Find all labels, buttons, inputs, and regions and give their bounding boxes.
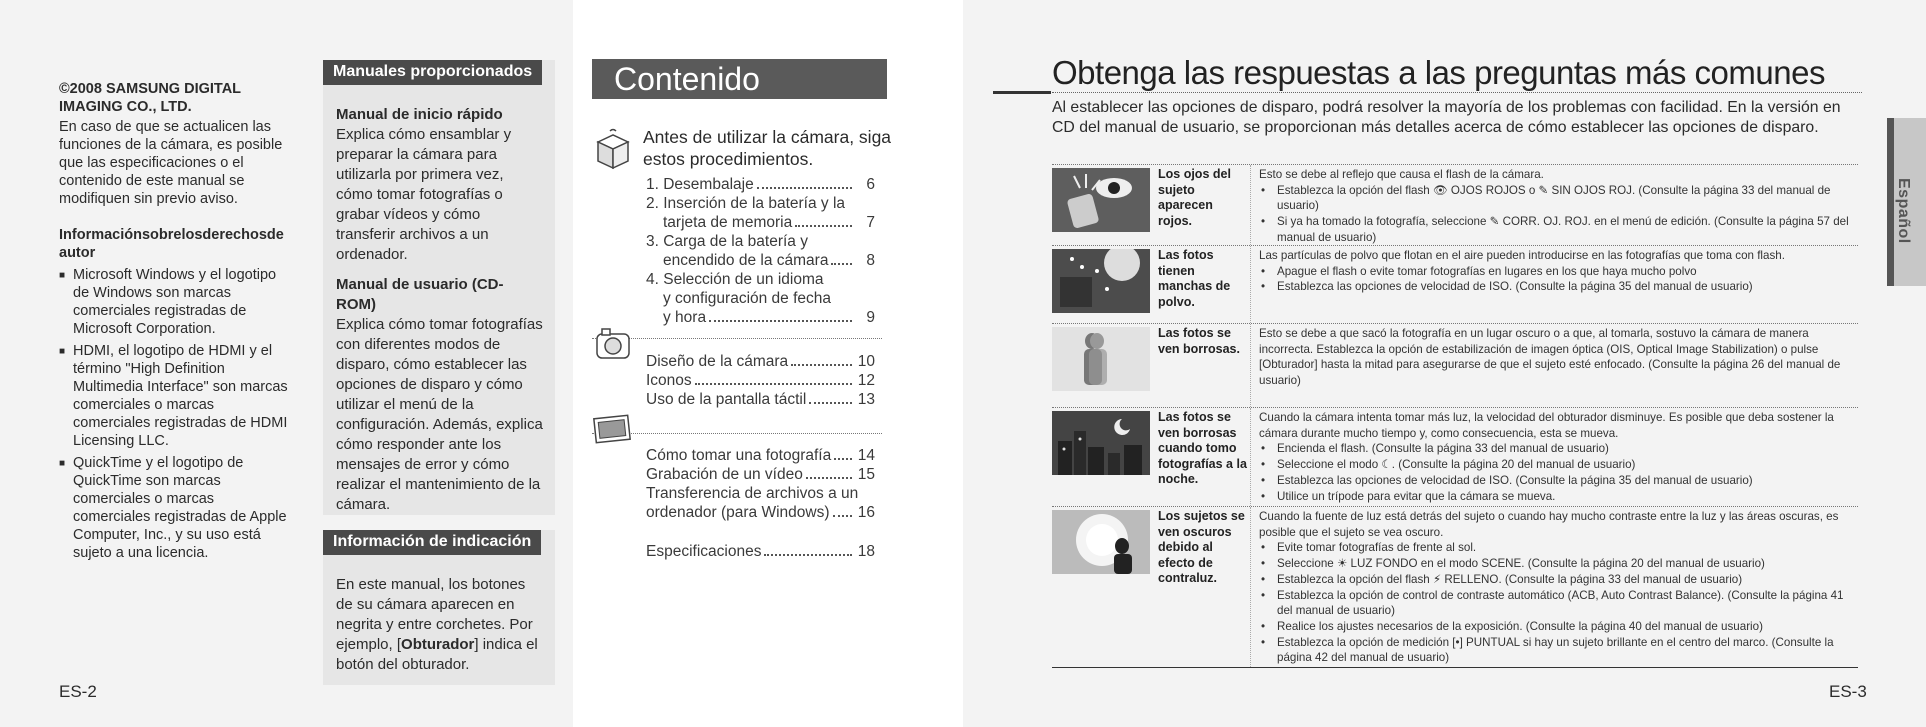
trademark-heading: Informaciónsobrelosderechosde autor [59, 227, 284, 261]
faq-answer: Esto se debe al reflejo que causa el flash de la cámara. • Establezca la opción del flash 👁 OJOS ROJOS o ✎ SIN OJOS ROJ. (Consulte la página 33 del manual de usuario) • Si ya ha tomado la fotografía, seleccione ✎ CORR. OJ. ROJ. en el menú de edición. (Consulte la página 57 del manual de usuario) [1251, 165, 1858, 245]
toc-group-specs [646, 542, 875, 561]
toc-group-setup: 1. Desembalaje 6 2. Inserción de la batería y la tarjeta de memoria 7 3. Carga de la batería y encendido de la cámara 8 4. Selección de un idioma y configuración de fecha y hora 9 [646, 176, 875, 326]
faq-table [1052, 164, 1858, 668]
user-manual-body: Explica cómo tomar fotografías con diferentes modos de disparo, cómo establecer las opciones de disparo y cómo utilizar el menú de la configuración. Además, explica cómo responder ante los mensajes de error y cómo realizar el mantenimiento de la cámara. [336, 316, 543, 513]
blurry-image [1052, 324, 1150, 407]
quick-start-body: Explica cómo ensamblar y preparar la cámara para utilizarla por primera vez, cómo tomar fotografías o grabar vídeos y cómo transferir archivos a un ordenador. [336, 126, 512, 263]
user-manual-title: Manual de usuario (CD-ROM) [336, 276, 504, 313]
box-icon [594, 128, 632, 177]
faq-question: Las fotos tienen manchas de polvo. [1150, 246, 1251, 323]
toc-item[interactable]: 4. Selección de un idioma [646, 271, 824, 288]
toc-group-camera [646, 352, 875, 409]
page-number-left: ES-2 [59, 682, 97, 701]
faq-row-backlight [1052, 506, 1858, 668]
toc-item[interactable]: Uso de la pantalla táctil 13 [646, 391, 875, 408]
copyright-title: ©2008 SAMSUNG DIGITAL IMAGING CO., LTD. [59, 81, 241, 115]
title-rule [993, 91, 1051, 94]
copyright-body: En caso de que se actualicen las funciones de la cámara, es posible que las especificaciones o el contenido de este manual se modifiquen sin previo aviso. [59, 119, 283, 207]
faq-row-night [1052, 407, 1858, 506]
faq-intro: Al establecer las opciones de disparo, podrá resolver la mayoría de los problemas con facilidad. En la versión en CD del manual de usuario, se proporcionan más detalles acerca de cómo establecer las opciones de disparo. [1052, 99, 1841, 136]
divider [592, 433, 882, 434]
copyright-block [59, 80, 289, 566]
faq-row-dust [1052, 245, 1858, 323]
language-tab-label: Español [1895, 178, 1912, 244]
backlight-image [1052, 507, 1150, 667]
title-underline [1052, 92, 1862, 93]
toc-item[interactable]: Grabación de un vídeo 15 [646, 466, 875, 483]
toc-item[interactable]: 1. Desembalaje 6 [646, 176, 875, 193]
faq-question: Las fotos se ven borrosas. [1150, 324, 1251, 407]
toc-group-usage: Cómo tomar una fotografía 14 Grabación de un vídeo 15 Transferencia de archivos a un ordenador (para Windows) 16 [646, 447, 875, 521]
faq-question: Los sujetos se ven oscuros debido al efecto de contraluz. [1150, 507, 1251, 667]
red-eye-image [1052, 165, 1150, 245]
toc-item[interactable]: Transferencia de archivos a un [646, 485, 859, 502]
dust-image [1052, 246, 1150, 323]
faq-question: Los ojos del sujeto aparecen rojos. [1150, 165, 1251, 245]
trademark-item: ■ QuickTime y el logotipo de QuickTime son marcas comerciales o marcas comerciales registradas de Apple Computer, Inc., y su uso está sujeto a una licencia. [73, 454, 289, 562]
manuals-header: Manuales proporcionados [323, 60, 542, 85]
faq-row-blurry [1052, 323, 1858, 407]
faq-answer: Cuando la cámara intenta tomar más luz, la velocidad del obturador disminuye. Es posible que deba sostener la cámara durante mucho tiempo y, como consecuencia, esta se mueva. • Encienda el flash. (Consulte la página 33 del manual de usuario) • Seleccione el modo ☾. (Consulte la página 20 del manual de usuario) • Establezca las opciones de velocidad de ISO. (Consulte la página 35 del manual de usuario) • Utilice un trípode para evitar que la cámara se mueva. [1251, 408, 1858, 506]
toc-item[interactable]: Diseño de la cámara 10 [646, 353, 875, 370]
trademark-item: ■ HDMI, el logotipo de HDMI y el término "High Definition Multimedia Interface" son marcas comerciales o marcas comerciales registradas de HDMI Licensing LLC. [73, 342, 289, 450]
faq-title: Obtenga las respuestas a las preguntas más comunes [1052, 54, 1825, 91]
contents-title: Contenido [592, 59, 887, 99]
page-number-right: ES-3 [1829, 682, 1867, 701]
night-image [1052, 408, 1150, 506]
indication-body: En este manual, los botones de su cámara aparecen en negrita y entre corchetes. Por ejemplo, [Obturador] indica el botón del obturador. [336, 576, 538, 673]
toc-item[interactable]: Cómo tomar una fotografía 14 [646, 447, 875, 464]
indication-header: Información de indicación [323, 530, 541, 555]
manuals-panel [323, 60, 555, 515]
faq-answer: Esto se debe a que sacó la fotografía en un lugar oscuro o a que, al tomarla, sostuvo la cámara de manera incorrecta. Establezca la opción de estabilización de imagen óptica (OIS, Optical Image Stabilization) o pulse [Obturador] hasta la mitad para asegurarse de que el sujeto esté enfocado. (Consulte la página 26 del manual de usuario) [1259, 327, 1841, 388]
faq-answer: Cuando la fuente de luz está detrás del sujeto o cuando hay mucho contraste entre la luz y las áreas oscuras, es posible que el sujeto se vea oscuro. • Evite tomar fotografías de frente al sol. • Seleccione ☀ LUZ FONDO en el modo SCENE. (Consulte la página 20 del manual de usuario) • Establezca la opción del flash ⚡ RELLENO. (Consulte la página 33 del manual de usuario) • Establezca la opción de control de contraste automático (ACB, Auto Contrast Balance). (Consulte la página 41 del manual de usuario) • Realice los ajustes necesarios de la exposición. (Consulte la página 40 del manual de usuario) • Establezca la opción de medición [•] PUNTUAL si hay un sujeto brillante en el centro del marco. (Consulte la página 42 del manual de usuario) [1251, 507, 1858, 667]
faq-question: Las fotos se ven borrosas cuando tomo fotografías a la noche. [1150, 408, 1251, 506]
toc-item[interactable]: 2. Inserción de la batería y la [646, 195, 846, 212]
photo-icon [592, 413, 632, 452]
toc-item[interactable]: 3. Carga de la batería y [646, 233, 808, 250]
quick-start-title: Manual de inicio rápido [336, 106, 503, 123]
contents-intro: Antes de utilizar la cámara, siga estos procedimientos. [643, 127, 892, 169]
divider [592, 338, 882, 339]
camera-icon [594, 324, 632, 369]
toc-item[interactable]: Especificaciones 18 [646, 543, 875, 560]
faq-answer: Las partículas de polvo que flotan en el aire pueden introducirse en las fotografías que toma con flash. • Apague el flash o evite tomar fotografías en lugares en los que haya mucho polvo • Establezca las opciones de velocidad de ISO. (Consulte la página 35 del manual de usuario) [1251, 246, 1858, 323]
toc-item[interactable]: Iconos 12 [646, 372, 875, 389]
indication-panel [323, 530, 555, 685]
trademark-list [59, 266, 289, 562]
trademark-item: ■ Microsoft Windows y el logotipo de Windows son marcas comerciales registradas de Microsoft Corporation. [73, 266, 289, 338]
faq-row-red-eye [1052, 164, 1858, 245]
